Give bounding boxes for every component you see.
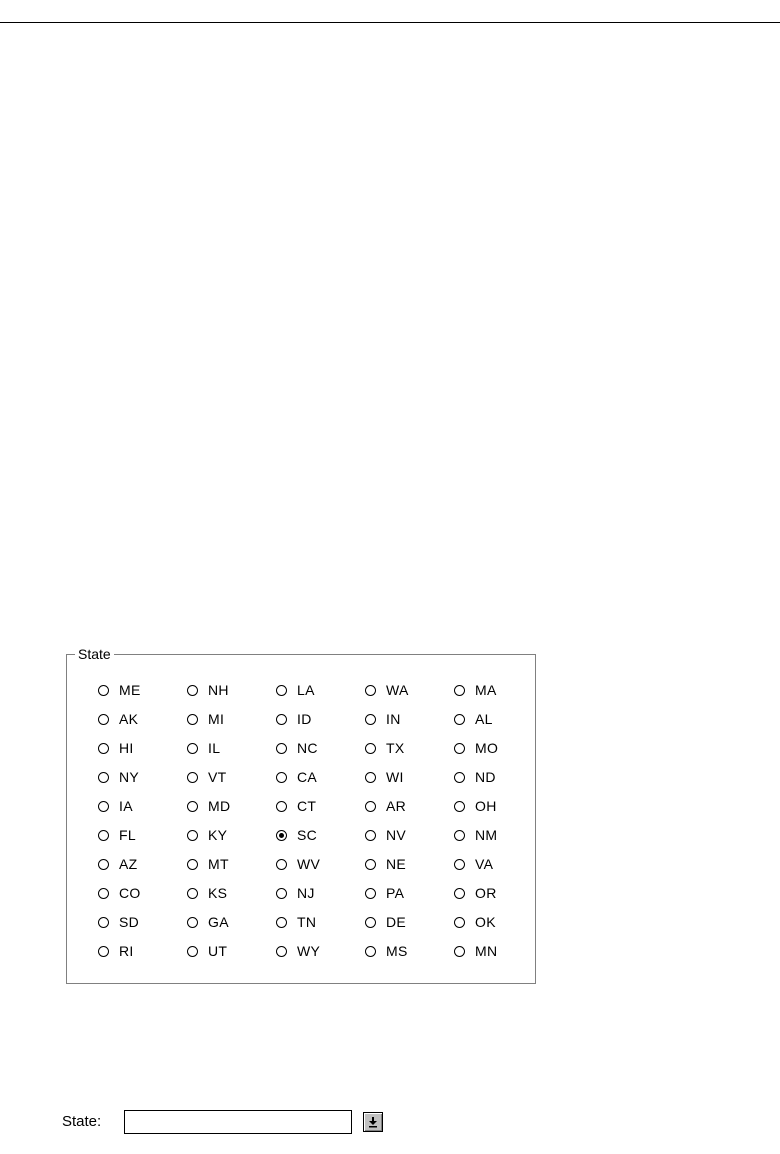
- radio-button-icon[interactable]: [98, 917, 109, 928]
- radio-button-icon[interactable]: [98, 859, 109, 870]
- radio-button-icon[interactable]: [276, 917, 287, 928]
- radio-button-icon[interactable]: [187, 830, 198, 841]
- radio-button-icon[interactable]: [276, 714, 287, 725]
- radio-label: SC: [297, 827, 318, 843]
- radio-label: WA: [386, 682, 409, 698]
- radio-label: NV: [386, 827, 407, 843]
- radio-button-icon[interactable]: [187, 743, 198, 754]
- radio-wa[interactable]: [365, 680, 414, 700]
- radio-mo[interactable]: [454, 738, 503, 758]
- radio-ia[interactable]: [98, 796, 147, 816]
- radio-button-icon[interactable]: [365, 888, 376, 899]
- radio-button-icon[interactable]: [454, 859, 465, 870]
- radio-nh[interactable]: [187, 680, 236, 700]
- radio-label: WV: [297, 856, 321, 872]
- radio-label: OK: [475, 914, 496, 930]
- radio-label: IN: [386, 711, 401, 727]
- radio-wv[interactable]: [276, 854, 325, 874]
- radio-co[interactable]: [98, 883, 147, 903]
- radio-button-icon[interactable]: [187, 772, 198, 783]
- radio-ne[interactable]: [365, 854, 414, 874]
- radio-mn[interactable]: [454, 941, 503, 961]
- radio-label: AR: [386, 798, 407, 814]
- radio-ut[interactable]: [187, 941, 236, 961]
- radio-label: HI: [119, 740, 134, 756]
- radio-button-icon[interactable]: [365, 946, 376, 957]
- state-group-title: State: [75, 646, 114, 662]
- radio-label: TN: [297, 914, 317, 930]
- radio-button-icon[interactable]: [98, 888, 109, 899]
- radio-button-icon[interactable]: [276, 946, 287, 957]
- radio-label: WI: [386, 769, 404, 785]
- radio-button-icon[interactable]: [98, 772, 109, 783]
- radio-ga[interactable]: [187, 912, 236, 932]
- radio-button-icon[interactable]: [276, 859, 287, 870]
- radio-ri[interactable]: [98, 941, 147, 961]
- radio-md[interactable]: [187, 796, 236, 816]
- radio-label: NY: [119, 769, 140, 785]
- radio-button-icon[interactable]: [98, 743, 109, 754]
- radio-button-icon[interactable]: [187, 685, 198, 696]
- radio-button-icon[interactable]: [365, 743, 376, 754]
- radio-label: UT: [208, 943, 228, 959]
- radio-label: OH: [475, 798, 497, 814]
- radio-button-icon[interactable]: [454, 743, 465, 754]
- radio-ct[interactable]: [276, 796, 325, 816]
- radio-button-icon[interactable]: [187, 714, 198, 725]
- radio-az[interactable]: [98, 854, 147, 874]
- radio-label: NH: [208, 682, 229, 698]
- radio-label: IA: [119, 798, 133, 814]
- radio-button-icon[interactable]: [276, 801, 287, 812]
- radio-label: MO: [475, 740, 499, 756]
- radio-button-icon[interactable]: [365, 801, 376, 812]
- radio-label: KY: [208, 827, 228, 843]
- radio-button-icon[interactable]: [454, 888, 465, 899]
- radio-button-icon[interactable]: [454, 830, 465, 841]
- state-combo-label: State:: [62, 1113, 102, 1130]
- radio-button-icon[interactable]: [98, 830, 109, 841]
- radio-tx[interactable]: [365, 738, 414, 758]
- radio-fl[interactable]: [98, 825, 147, 845]
- radio-button-icon[interactable]: [365, 714, 376, 725]
- dropdown-arrow-icon: [368, 1116, 378, 1128]
- radio-label: CT: [297, 798, 317, 814]
- radio-or[interactable]: [454, 883, 503, 903]
- radio-ks[interactable]: [187, 883, 236, 903]
- radio-label: AL: [475, 711, 493, 727]
- radio-button-icon[interactable]: [98, 685, 109, 696]
- radio-label: IL: [208, 740, 221, 756]
- radio-button-icon[interactable]: [98, 714, 109, 725]
- radio-ms[interactable]: [365, 941, 414, 961]
- radio-sc[interactable]: [276, 825, 325, 845]
- radio-me[interactable]: [98, 680, 147, 700]
- radio-label: CA: [297, 769, 318, 785]
- radio-nj[interactable]: [276, 883, 325, 903]
- radio-button-icon[interactable]: [187, 946, 198, 957]
- radio-button-icon[interactable]: [454, 685, 465, 696]
- radio-button-icon[interactable]: [365, 685, 376, 696]
- radio-nd[interactable]: [454, 767, 503, 787]
- radio-label: MI: [208, 711, 225, 727]
- radio-label: WY: [297, 943, 321, 959]
- radio-button-icon[interactable]: [276, 830, 287, 841]
- radio-label: MD: [208, 798, 231, 814]
- radio-button-icon[interactable]: [187, 917, 198, 928]
- radio-label: KS: [208, 885, 228, 901]
- radio-la[interactable]: [276, 680, 325, 700]
- radio-label: VT: [208, 769, 227, 785]
- radio-il[interactable]: [187, 738, 236, 758]
- radio-label: DE: [386, 914, 407, 930]
- radio-label: ID: [297, 711, 312, 727]
- radio-button-icon[interactable]: [365, 772, 376, 783]
- radio-ok[interactable]: [454, 912, 503, 932]
- radio-button-icon[interactable]: [365, 917, 376, 928]
- radio-label: LA: [297, 682, 315, 698]
- radio-label: NE: [386, 856, 407, 872]
- radio-mi[interactable]: [187, 709, 236, 729]
- radio-vt[interactable]: [187, 767, 236, 787]
- radio-nc[interactable]: [276, 738, 325, 758]
- radio-oh[interactable]: [454, 796, 503, 816]
- radio-ca[interactable]: [276, 767, 325, 787]
- radio-button-icon[interactable]: [276, 685, 287, 696]
- state-radio-group: [66, 646, 536, 984]
- radio-al[interactable]: [454, 709, 503, 729]
- radio-button-icon[interactable]: [187, 888, 198, 899]
- radio-ma[interactable]: [454, 680, 503, 700]
- radio-mt[interactable]: [187, 854, 236, 874]
- radio-label: NC: [297, 740, 318, 756]
- state-combo-input[interactable]: [124, 1110, 352, 1134]
- radio-button-icon[interactable]: [454, 801, 465, 812]
- radio-label: MT: [208, 856, 229, 872]
- radio-label: RI: [119, 943, 134, 959]
- radio-va[interactable]: [454, 854, 503, 874]
- radio-label: MS: [386, 943, 408, 959]
- radio-button-icon[interactable]: [98, 946, 109, 957]
- radio-ky[interactable]: [187, 825, 236, 845]
- state-dropdown-button[interactable]: [363, 1112, 383, 1132]
- radio-ar[interactable]: [365, 796, 414, 816]
- radio-tn[interactable]: [276, 912, 325, 932]
- radio-button-icon[interactable]: [454, 772, 465, 783]
- radio-label: ME: [119, 682, 141, 698]
- radio-sd[interactable]: [98, 912, 147, 932]
- radio-label: CO: [119, 885, 141, 901]
- radio-nv[interactable]: [365, 825, 414, 845]
- radio-label: NM: [475, 827, 498, 843]
- radio-button-icon[interactable]: [365, 859, 376, 870]
- radio-button-icon[interactable]: [365, 830, 376, 841]
- radio-button-icon[interactable]: [187, 801, 198, 812]
- radio-label: FL: [119, 827, 136, 843]
- radio-button-icon[interactable]: [454, 917, 465, 928]
- radio-button-icon[interactable]: [276, 772, 287, 783]
- radio-hi[interactable]: [98, 738, 147, 758]
- radio-label: NJ: [297, 885, 315, 901]
- radio-label: ND: [475, 769, 496, 785]
- radio-wi[interactable]: [365, 767, 414, 787]
- radio-de[interactable]: [365, 912, 414, 932]
- radio-wy[interactable]: [276, 941, 325, 961]
- radio-button-icon[interactable]: [454, 946, 465, 957]
- radio-button-icon[interactable]: [187, 859, 198, 870]
- radio-label: GA: [208, 914, 229, 930]
- radio-label: PA: [386, 885, 405, 901]
- radio-button-icon[interactable]: [276, 888, 287, 899]
- radio-label: SD: [119, 914, 140, 930]
- radio-pa[interactable]: [365, 883, 414, 903]
- radio-dot: [279, 833, 284, 838]
- radio-label: OR: [475, 885, 497, 901]
- radio-label: VA: [475, 856, 494, 872]
- radio-label: AK: [119, 711, 139, 727]
- radio-in[interactable]: [365, 709, 414, 729]
- radio-label: MA: [475, 682, 497, 698]
- radio-button-icon[interactable]: [276, 743, 287, 754]
- radio-id[interactable]: [276, 709, 325, 729]
- radio-ny[interactable]: [98, 767, 147, 787]
- radio-nm[interactable]: [454, 825, 503, 845]
- radio-ak[interactable]: [98, 709, 147, 729]
- top-divider: [0, 22, 780, 23]
- radio-label: AZ: [119, 856, 138, 872]
- radio-button-icon[interactable]: [98, 801, 109, 812]
- radio-label: MN: [475, 943, 498, 959]
- radio-label: TX: [386, 740, 405, 756]
- radio-button-icon[interactable]: [454, 714, 465, 725]
